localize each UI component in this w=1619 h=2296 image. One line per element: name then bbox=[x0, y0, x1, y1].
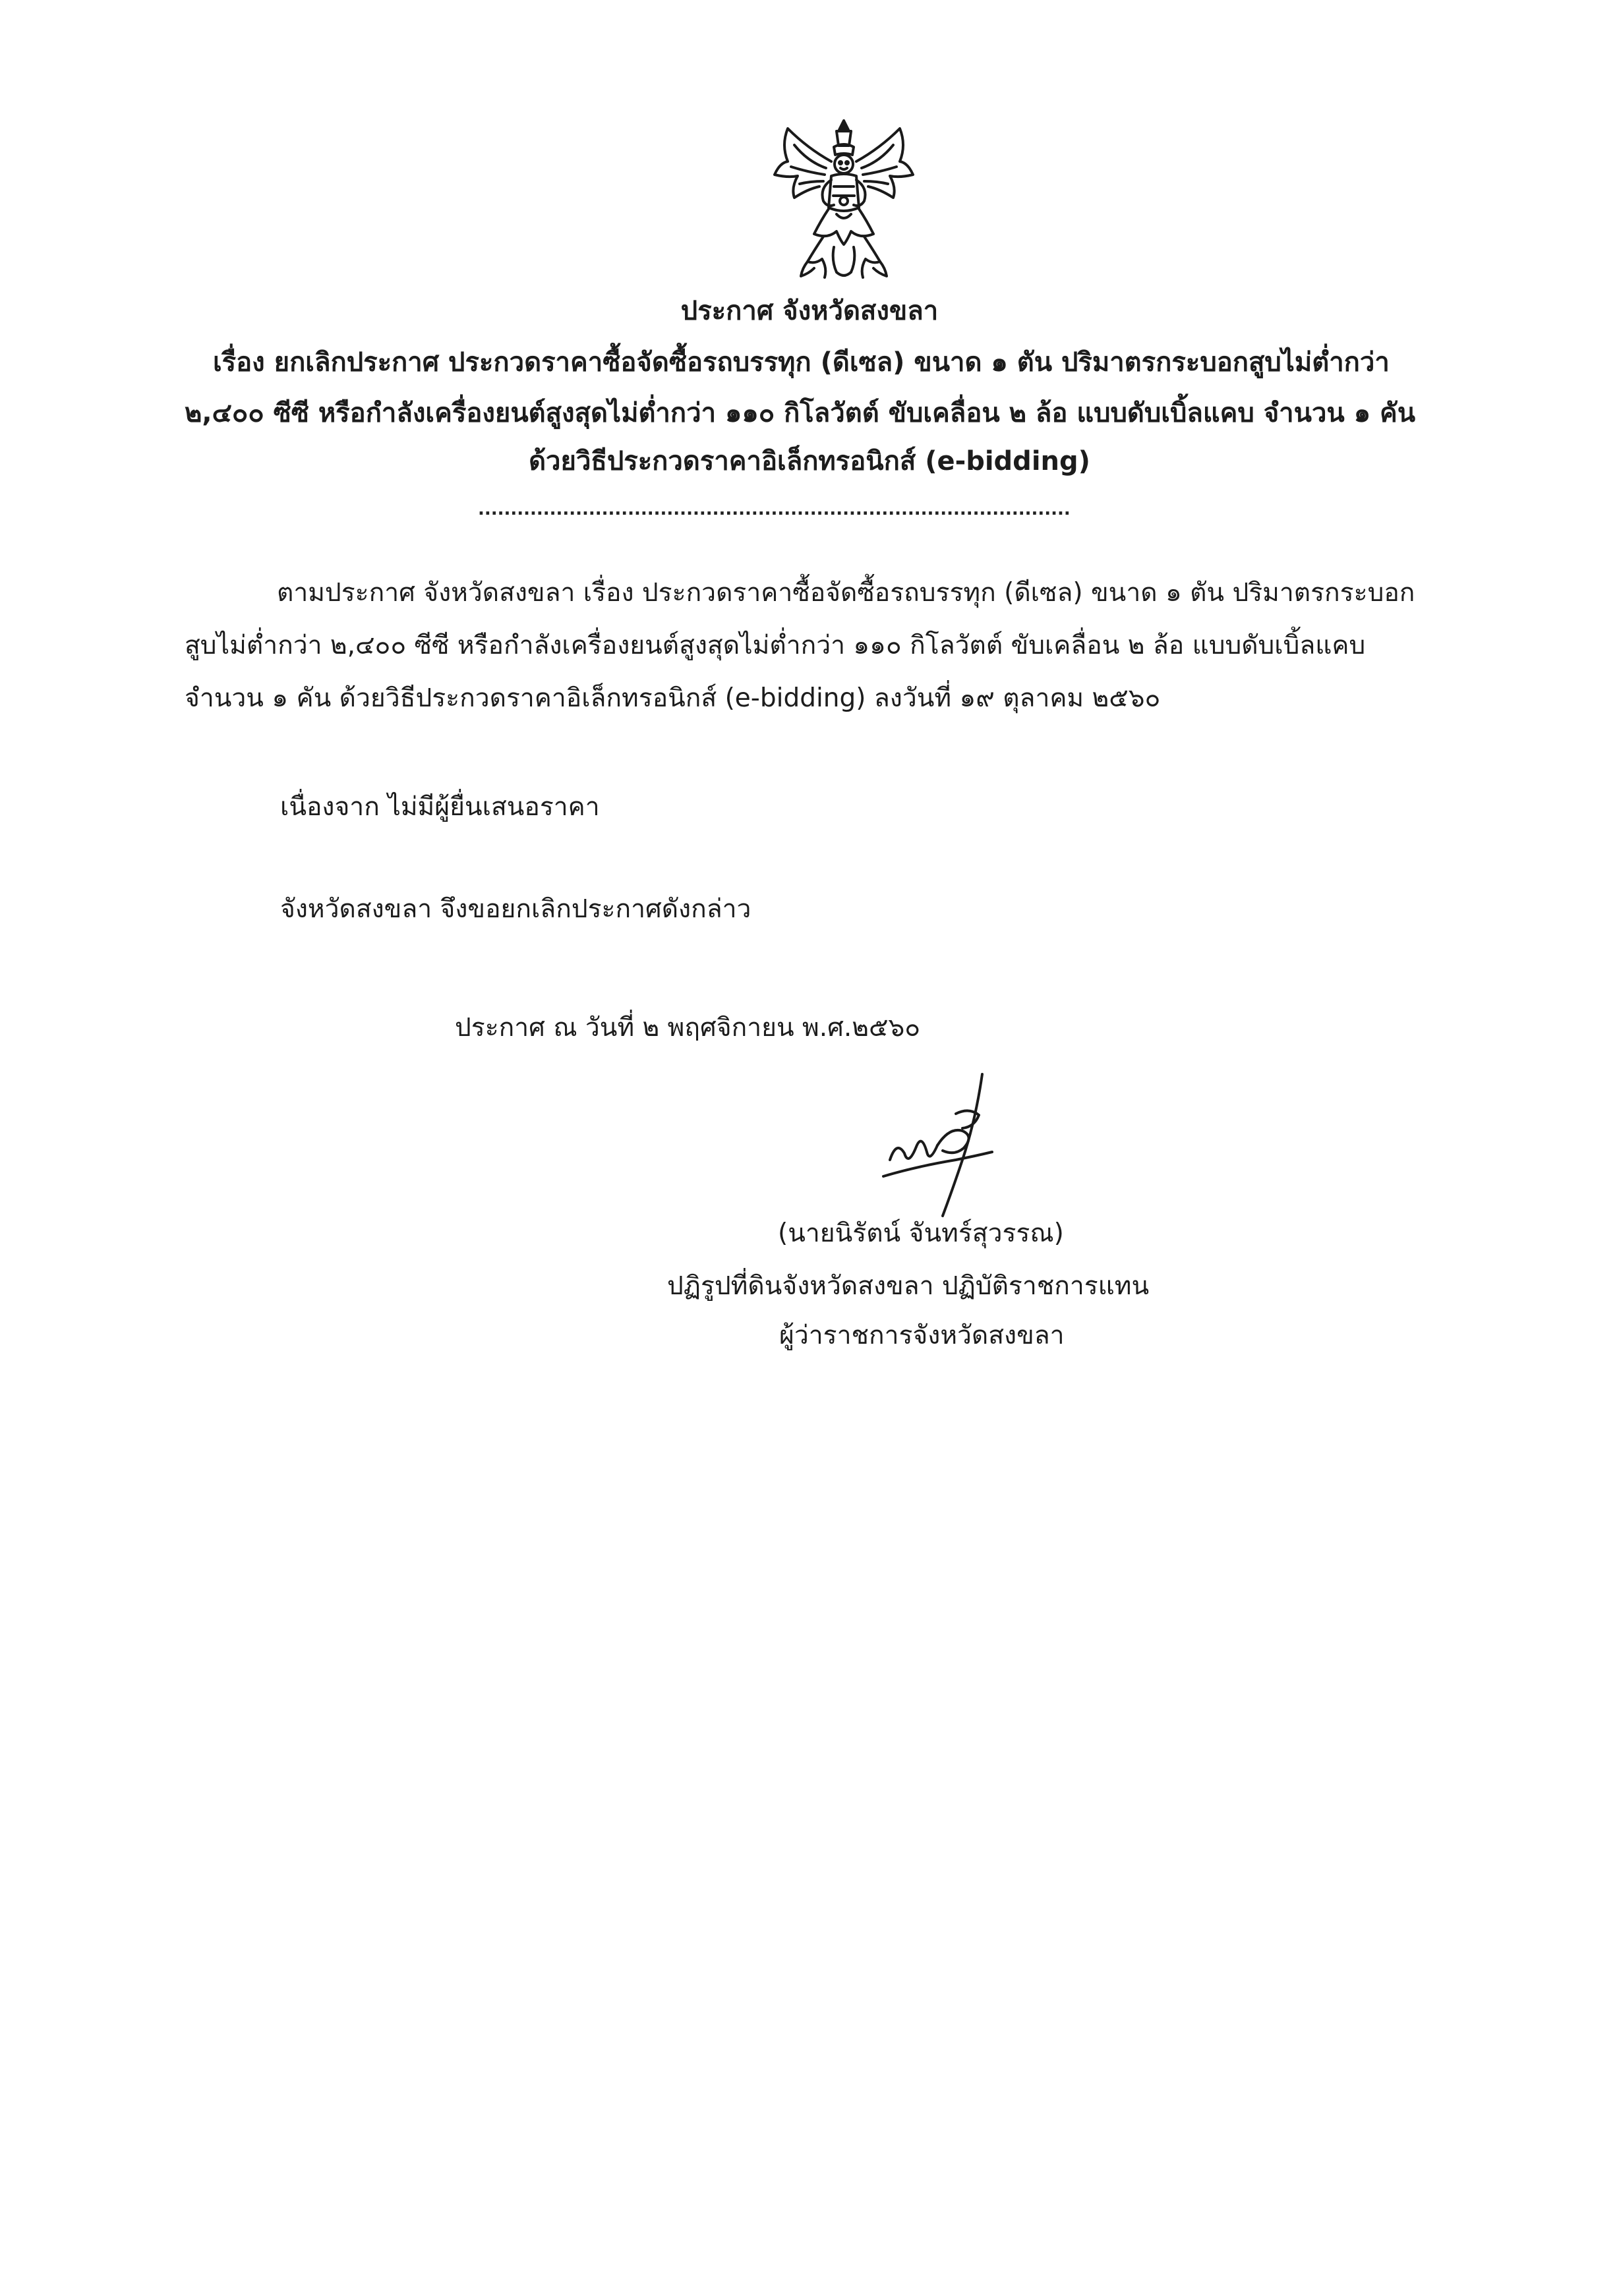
signatory-position: ปฏิรูปที่ดินจังหวัดสงขลา ปฏิบัติราชการแทน bbox=[667, 1271, 1150, 1301]
subject-line-3: ด้วยวิธีประกวดราคาอิเล็กทรอนิกส์ (e-bidding) bbox=[529, 446, 1090, 476]
announcement-title: ประกาศ จังหวัดสงขลา bbox=[680, 296, 939, 326]
signatory-name: (นายนิรัตน์ จันทร์สุวรรณ) bbox=[778, 1219, 1064, 1248]
reason-line: เนื่องจาก ไม่มีผู้ยื่นเสนอราคา bbox=[280, 792, 600, 822]
subject-line-1: เรื่อง ยกเลิกประกาศ ประกวดราคาซื้อจัดซื้อรถบรรทุก (ดีเซล) ขนาด ๑ ตัน ปริมาตรกระบอกสูบไม่ต่ำกว่า bbox=[213, 347, 1390, 378]
handwritten-signature bbox=[864, 1068, 1035, 1219]
conclusion-line: จังหวัดสงขลา จึงขอยกเลิกประกาศดังกล่าว bbox=[280, 894, 751, 924]
garuda-emblem-icon bbox=[768, 115, 920, 283]
body-paragraph-line-2: สูบไม่ต่ำกว่า ๒,๔๐๐ ซีซี หรือกำลังเครื่องยนต์สูงสุดไม่ต่ำกว่า ๑๑๐ กิโลวัตต์ ขับเคลื่อน ๒ ล้อ แบบดับเบิ้ลแคบ bbox=[185, 631, 1366, 660]
announcement-date: ประกาศ ณ วันที่ ๒ พฤศจิกายน พ.ศ.๒๕๖๐ bbox=[455, 1013, 921, 1043]
separator-dots: ........................................................................................... bbox=[478, 500, 1071, 519]
body-paragraph-line-3: จำนวน ๑ คัน ด้วยวิธีประกวดราคาอิเล็กทรอนิกส์ (e-bidding) ลงวันที่ ๑๙ ตุลาคม ๒๕๖๐ bbox=[185, 683, 1161, 713]
body-paragraph-line-1: ตามประกาศ จังหวัดสงขลา เรื่อง ประกวดราคาซื้อจัดซื้อรถบรรทุก (ดีเซล) ขนาด ๑ ตัน ปริมาตรกระบอก bbox=[277, 578, 1415, 608]
subject-line-2: ๒,๔๐๐ ซีซี หรือกำลังเครื่องยนต์สูงสุดไม่ต่ำกว่า ๑๑๐ กิโลวัตต์ ขับเคลื่อน ๒ ล้อ แบบดับเบิ้ลแคบ จำนวน ๑ คัน bbox=[185, 398, 1416, 428]
signatory-title: ผู้ว่าราชการจังหวัดสงขลา bbox=[779, 1321, 1065, 1350]
